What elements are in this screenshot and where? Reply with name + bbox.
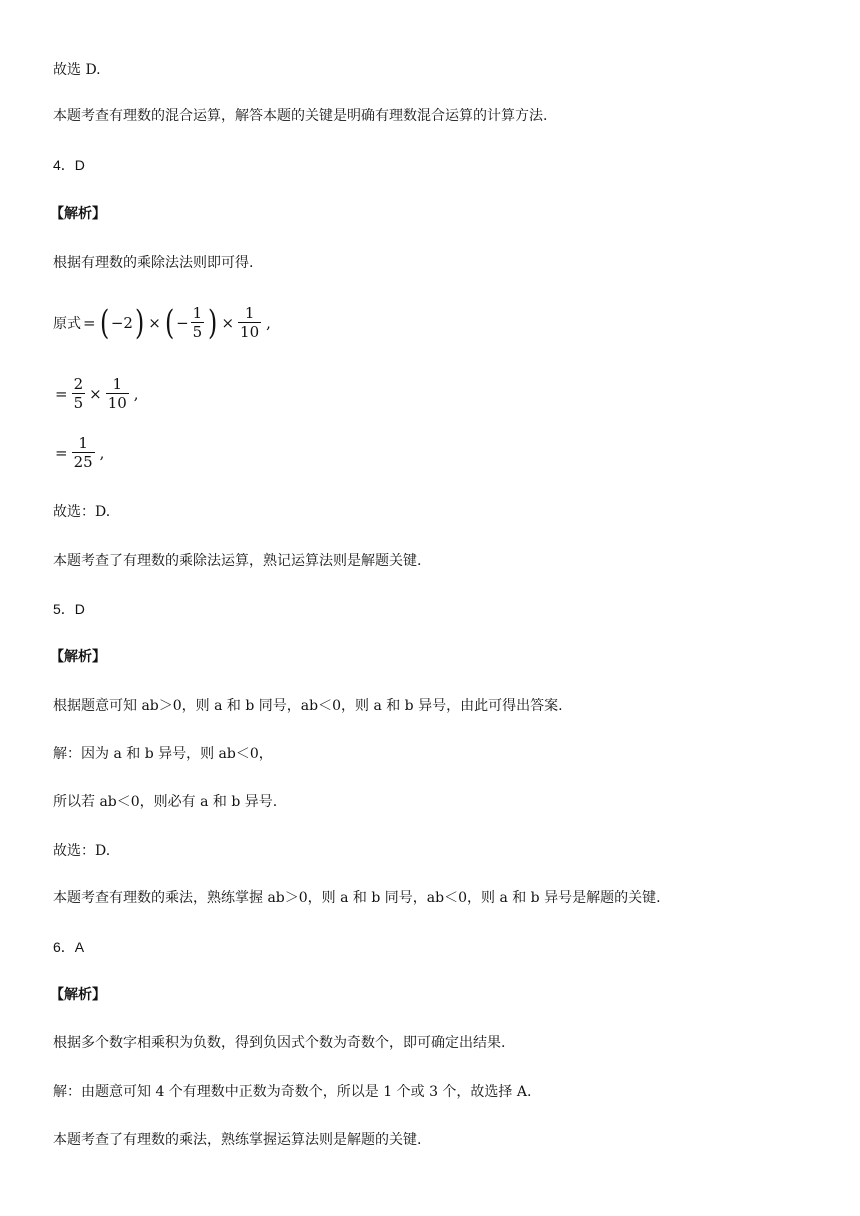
equation-prefix: 原式: [53, 315, 81, 332]
equals-sign: =: [55, 384, 68, 403]
fraction: [106, 375, 129, 412]
comma: ,: [266, 313, 271, 332]
hint-line: 根据题意可知 ab＞0，则 a 和 b 同号，ab＜0，则 a 和 b 异号，由此可得出答案.: [53, 698, 563, 714]
choice-line: 故选：D.: [53, 504, 111, 520]
numerator: 2: [73, 375, 84, 393]
summary-line: 本题考查有理数的混合运算，解答本题的关键是明确有理数混合运算的计算方法.: [53, 108, 548, 124]
right-paren: ): [134, 302, 145, 343]
numerator: 1: [244, 304, 255, 322]
equals-sign: =: [55, 443, 68, 462]
numerator: 1: [112, 375, 123, 393]
hint-line: 根据多个数字相乘积为负数，得到负因式个数为奇数个，即可确定出结果.: [53, 1035, 506, 1051]
solution-line: 解：由题意可知 4 个有理数中正数为奇数个，所以是 1 个或 3 个，故选择 A.: [53, 1084, 532, 1100]
solution-line: 解：因为 a 和 b 异号，则 ab＜0，: [53, 746, 273, 762]
numerator: 1: [78, 434, 88, 452]
question-4-answer: 4．D: [53, 157, 85, 173]
question-5-answer: 5．D: [53, 601, 85, 617]
left-paren: (: [99, 302, 109, 343]
summary-line: 本题考查了有理数的乘除法运算，熟记运算法则是解题关键.: [53, 553, 422, 569]
comma: ,: [99, 443, 105, 462]
analysis-heading: 【解析】: [50, 987, 106, 1003]
equation-line-1: [53, 304, 271, 341]
numerator: 1: [192, 304, 203, 322]
denominator: 25: [73, 453, 93, 471]
comma: ,: [133, 384, 139, 403]
choice-line: 故选 D.: [53, 62, 101, 78]
times-sign: ×: [89, 384, 102, 403]
question-6-answer: 6．A: [53, 939, 85, 955]
equation-line-2: [53, 375, 139, 412]
fraction: [238, 304, 261, 341]
denominator: 10: [107, 394, 127, 412]
summary-line: 本题考查了有理数的乘法，熟练掌握运算法则是解题的关键.: [53, 1132, 422, 1148]
equation-line-3: [53, 434, 104, 471]
choice-line: 故选：D.: [53, 843, 111, 859]
times-sign: ×: [221, 313, 235, 332]
left-paren: (: [164, 302, 175, 343]
minus-sign: −: [176, 313, 189, 332]
fraction: [191, 304, 205, 341]
solution-line: 所以若 ab＜0，则必有 a 和 b 异号.: [53, 794, 278, 810]
summary-line: 本题考查有理数的乘法，熟练掌握 ab＞0，则 a 和 b 同号，ab＜0，则 a 和 b 异号是解题的关键.: [53, 890, 661, 906]
analysis-heading: 【解析】: [50, 206, 106, 222]
analysis-heading: 【解析】: [50, 649, 106, 665]
neg-two: −2: [110, 313, 133, 332]
times-sign: ×: [148, 313, 161, 332]
hint-line: 根据有理数的乘除法法则即可得.: [53, 255, 254, 271]
fraction: [72, 375, 86, 412]
denominator: 5: [192, 323, 203, 341]
denominator: 10: [240, 323, 260, 341]
denominator: 5: [73, 394, 84, 412]
right-paren: ): [208, 302, 218, 343]
equals-sign: =: [83, 313, 96, 332]
fraction: [72, 434, 95, 471]
